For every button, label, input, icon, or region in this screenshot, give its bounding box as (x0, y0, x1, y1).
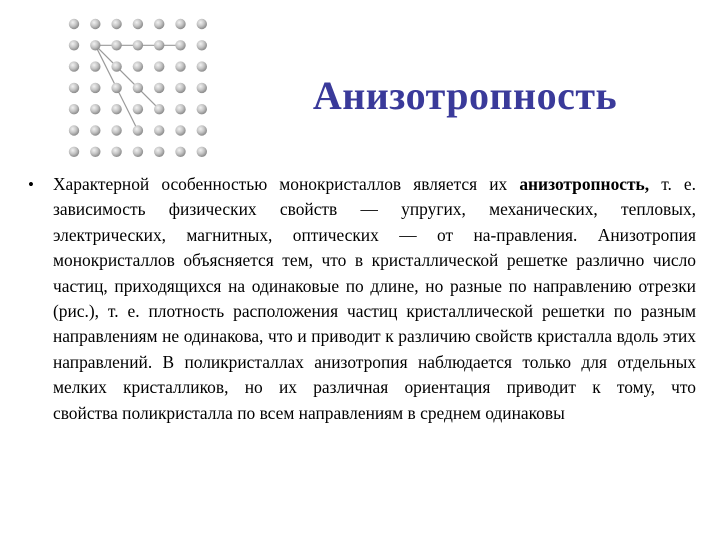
lattice-atom (90, 61, 100, 71)
slide-title: Анизотропность (312, 73, 618, 118)
lattice-atom (90, 40, 100, 50)
lattice-atom (111, 147, 121, 157)
lattice-atom (154, 125, 164, 135)
lattice-atom (154, 19, 164, 29)
lattice-atom (111, 83, 121, 93)
lattice-atom (175, 125, 185, 135)
lattice-atom (133, 61, 143, 71)
paragraph-text-start: Характерной особенностью монокристаллов является их (53, 174, 520, 194)
paragraph-text-body: т. е. зависимость физических свойств — упругих, механических, тепловых, электрических, магнитных, оптических — от на-правления. Анизотропия монокристаллов объясняется тем, что в кристаллической решетке различно число частиц, приходящихся на одинаковые по длине, но разные по направлению отрезки (рис.), т. е. плотность расположения частиц кристаллической решетки по разным направлениям не одинакова, что и приводит к различию свойств кристалла вдоль этих направлений. В поликристаллах анизотропия наблюдается только для отдельных мелких кристалликов, но их различная ориентация приводит к тому, что (53, 174, 696, 398)
lattice-atom (133, 104, 143, 114)
lattice-atom (69, 19, 79, 29)
lattice-atom (197, 40, 207, 50)
lattice-atom (90, 125, 100, 135)
lattice-atom (154, 40, 164, 50)
lattice-atom (197, 125, 207, 135)
lattice-atom (111, 104, 121, 114)
lattice-atom (175, 40, 185, 50)
lattice-atom (133, 40, 143, 50)
lattice-atom (133, 83, 143, 93)
highlighted-term: анизотропность, (519, 174, 650, 194)
lattice-atom (197, 19, 207, 29)
lattice-atom (197, 147, 207, 157)
lattice-atom (154, 61, 164, 71)
lattice-atom (111, 61, 121, 71)
lattice-atom (69, 83, 79, 93)
lattice-atom (175, 19, 185, 29)
lattice-atom (90, 19, 100, 29)
crystal-lattice-figure (60, 10, 220, 160)
lattice-atom (111, 40, 121, 50)
lattice-atom (69, 125, 79, 135)
lattice-line (95, 45, 159, 109)
lattice-atom (69, 40, 79, 50)
lattice-atom (133, 147, 143, 157)
lattice-atom (154, 83, 164, 93)
lattice-atom (197, 61, 207, 71)
lattice-atom (111, 19, 121, 29)
lattice-atom (111, 125, 121, 135)
lattice-atoms (69, 19, 207, 157)
lattice-atom (90, 83, 100, 93)
lattice-atom (69, 147, 79, 157)
lattice-atom (175, 83, 185, 93)
bullet-marker: • (28, 175, 34, 194)
lattice-atom (197, 104, 207, 114)
lattice-atom (175, 61, 185, 71)
lattice-atom (175, 147, 185, 157)
paragraph-text (53, 172, 696, 426)
lattice-atom (69, 61, 79, 71)
lattice-atom (154, 147, 164, 157)
paragraph-last-line: свойства поликристалла по всем направлениям в среднем одинаковы (53, 402, 565, 423)
lattice-atom (90, 104, 100, 114)
lattice-atom (175, 104, 185, 114)
lattice-atom (197, 83, 207, 93)
lattice-atom (90, 147, 100, 157)
lattice-atom (133, 125, 143, 135)
lattice-atom (69, 104, 79, 114)
lattice-atom (154, 104, 164, 114)
lattice-atom (133, 19, 143, 29)
